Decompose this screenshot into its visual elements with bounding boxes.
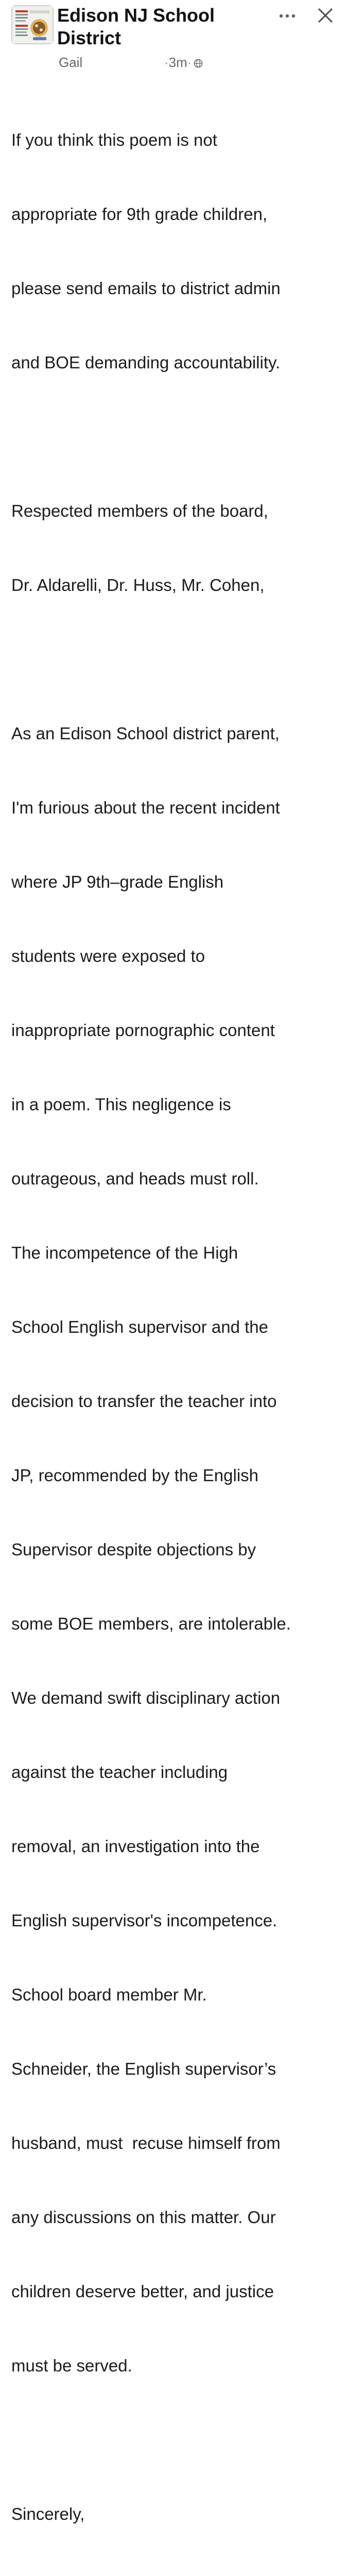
body-line: Supervisor despite objections by bbox=[11, 1540, 256, 1559]
group-avatar[interactable] bbox=[11, 5, 54, 44]
body-line bbox=[11, 647, 341, 672]
more-options-icon bbox=[276, 8, 299, 24]
body-line: removal, an investigation into the bbox=[11, 1837, 260, 1856]
body-line: If you think this poem is not bbox=[11, 130, 217, 149]
body-line: and BOE demanding accountability. bbox=[11, 353, 281, 372]
body-line bbox=[11, 2428, 341, 2452]
meta-separator: · bbox=[164, 55, 169, 70]
body-line: I'm furious about the recent incident bbox=[11, 798, 280, 817]
author-name[interactable]: Gail bbox=[59, 55, 83, 70]
body-line: against the teacher including bbox=[11, 1762, 228, 1782]
body-line: We demand swift disciplinary action bbox=[11, 1688, 281, 1707]
body-line: As an Edison School district parent, bbox=[11, 724, 280, 743]
body-line: JP, recommended by the English bbox=[11, 1466, 258, 1485]
body-line: Schneider, the English supervisor’s bbox=[11, 2059, 276, 2078]
body-line: Respected members of the board, bbox=[11, 501, 268, 520]
group-avatar-image bbox=[12, 6, 53, 43]
body-line: some BOE members, are intolerable. bbox=[11, 1614, 291, 1633]
body-line: appropriate for 9th grade children, bbox=[11, 205, 268, 224]
post-timestamp[interactable]: 3m bbox=[168, 55, 187, 70]
body-line: any discussions on this matter. Our bbox=[11, 2208, 276, 2227]
more-options-button[interactable] bbox=[276, 8, 299, 24]
close-button[interactable] bbox=[315, 5, 336, 26]
body-line: please send emails to district admin bbox=[11, 279, 281, 298]
body-line: children deserve better, and justice bbox=[11, 2282, 274, 2301]
body-line: outrageous, and heads must roll. bbox=[11, 1169, 259, 1188]
globe-icon bbox=[194, 59, 203, 68]
body-line: students were exposed to bbox=[11, 946, 205, 965]
body-line: in a poem. This negligence is bbox=[11, 1095, 231, 1114]
post-header bbox=[0, 0, 347, 71]
body-line: inappropriate pornographic content bbox=[11, 1021, 275, 1040]
body-line: decision to transfer the teacher into bbox=[11, 1392, 277, 1411]
body-line: English supervisor's incompetence. bbox=[11, 1911, 277, 1930]
body-line: Sincerely, bbox=[11, 2504, 85, 2523]
post-meta bbox=[59, 54, 203, 71]
body-line: School board member Mr. bbox=[11, 1985, 207, 2004]
post-body bbox=[11, 78, 341, 2576]
body-line: School English supervisor and the bbox=[11, 1317, 268, 1336]
group-name-line-2: District bbox=[57, 27, 122, 48]
group-name[interactable] bbox=[57, 4, 232, 49]
close-icon bbox=[315, 5, 336, 26]
body-line bbox=[11, 425, 341, 449]
body-line: husband, must recuse himself from bbox=[11, 2133, 281, 2153]
body-line: Dr. Aldarelli, Dr. Huss, Mr. Cohen, bbox=[11, 575, 265, 595]
body-line: where JP 9th–grade English bbox=[11, 872, 224, 891]
body-line: The incompetence of the High bbox=[11, 1243, 238, 1262]
meta-separator-2: · bbox=[187, 55, 192, 70]
group-name-line-1: Edison NJ School bbox=[57, 5, 215, 26]
body-line: must be served. bbox=[11, 2356, 132, 2375]
